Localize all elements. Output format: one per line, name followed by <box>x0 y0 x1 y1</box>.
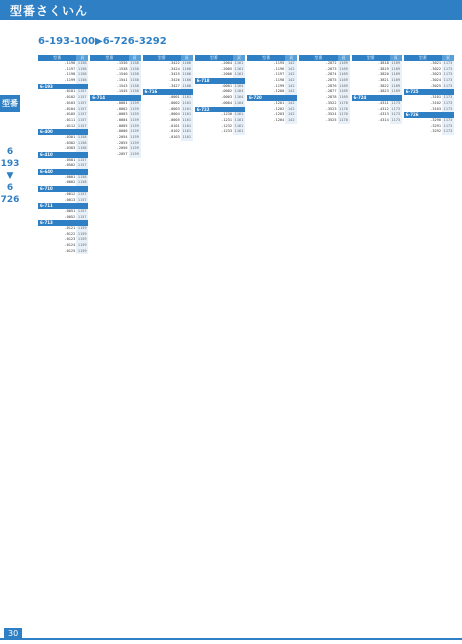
model-number: -0104 <box>64 106 76 111</box>
model-number: -3820 <box>377 72 389 77</box>
model-number: -0111 <box>64 117 76 122</box>
page-ref: 1157 <box>77 157 87 162</box>
model-number: -1232 <box>221 123 232 128</box>
page-ref: 1158 <box>130 66 139 71</box>
index-column <box>247 55 297 614</box>
model-number: -1198 <box>273 78 285 83</box>
model-number: -3102 <box>430 100 441 105</box>
model-number: -0001 <box>168 95 180 100</box>
model-number: -0124 <box>64 243 76 247</box>
index-column <box>143 55 193 614</box>
page-ref: 1159 <box>77 243 87 247</box>
model-number: -0502 <box>64 163 76 168</box>
model-number: -0302 <box>64 140 76 145</box>
page-ref: 1157 <box>77 89 87 94</box>
page-ref: 1169 <box>391 66 401 71</box>
column-header-model: 型番 <box>352 55 390 61</box>
page-ref: 1170 <box>339 117 348 122</box>
model-number: -1199 <box>64 78 76 83</box>
model-number: -1543 <box>116 83 128 88</box>
group-label: 6-726 <box>404 112 454 118</box>
page-ref: 1166 <box>182 83 192 88</box>
model-number: -4312 <box>377 106 389 111</box>
model-number: -0001 <box>116 100 128 105</box>
model-number: -0013 <box>64 197 76 202</box>
model-number: -2872 <box>325 61 337 65</box>
model-number: -3424 <box>168 66 180 71</box>
page-ref: 1157 <box>77 112 87 117</box>
model-number: -1545 <box>116 89 128 94</box>
group-label: 6-713 <box>38 220 88 226</box>
model-number: -0501 <box>64 157 76 162</box>
side-range-end: 726 <box>0 195 20 205</box>
group-label: 6-724 <box>352 95 402 101</box>
index-table <box>38 55 454 614</box>
column-header-page: 頁 <box>390 55 402 61</box>
page-ref: 1157 <box>77 163 87 168</box>
model-number: -3822 <box>377 83 389 88</box>
page-ref: 1161 <box>234 129 244 134</box>
page-ref: 1159 <box>130 152 139 156</box>
page-ref: 142 <box>285 89 297 95</box>
model-number: -0002 <box>221 89 232 94</box>
page-ref: 1158 <box>130 72 139 77</box>
page-ref: 1161 <box>182 117 192 122</box>
page-ref: 1164 <box>234 100 244 105</box>
model-number: -0103 <box>168 134 180 139</box>
model-number: -3819 <box>377 66 389 71</box>
model-number: -0012 <box>64 191 76 196</box>
model-number: -1196 <box>64 61 76 65</box>
model-number: -0051 <box>64 208 76 213</box>
column-header-model: 型番 <box>143 55 181 61</box>
model-number: -0003 <box>221 95 232 100</box>
page-ref: 1161 <box>234 72 244 77</box>
group-label: 6-410 <box>38 152 88 158</box>
page-ref: 1170 <box>339 100 348 105</box>
page-ref: 1161 <box>234 66 244 71</box>
page-ref: 1166 <box>182 66 192 71</box>
group-label: 6-640 <box>38 169 88 175</box>
page-ref: 1159 <box>77 225 87 230</box>
page-ref: 142 <box>285 72 297 78</box>
column-header-page: 頁 <box>285 55 297 61</box>
model-number: -1197 <box>273 72 285 77</box>
page-ref: 1161 <box>182 123 192 128</box>
page-ref: 1161 <box>182 129 192 134</box>
model-number: -2005 <box>221 66 232 71</box>
page-ref: 1158 <box>77 180 87 185</box>
page-ref: 1173 <box>443 100 453 105</box>
page-ref: 1161 <box>182 134 192 139</box>
model-number: -1204 <box>273 117 285 122</box>
model-number: -1199 <box>273 83 285 88</box>
page-ref: 1173 <box>443 61 453 65</box>
side-range-sep: 193 <box>0 159 20 169</box>
model-number: -1201 <box>273 100 285 105</box>
column-header-model: 型番 <box>90 55 128 61</box>
page-ref: 1164 <box>234 89 244 94</box>
model-number: -1198 <box>64 72 76 77</box>
page-ref: 1169 <box>391 61 401 65</box>
model-number: -0303 <box>64 146 76 151</box>
page-ref: 1173 <box>443 66 453 71</box>
page-ref: 1173 <box>391 100 401 105</box>
model-number: -3427 <box>168 83 180 88</box>
model-number: -3025 <box>430 83 441 88</box>
side-range-mid: 6 <box>6 183 14 193</box>
model-number: -3292 <box>430 129 441 134</box>
page-ref: 1161 <box>234 123 244 128</box>
page-ref: 142 <box>285 61 297 67</box>
page-ref: 1161 <box>182 106 192 111</box>
model-number: -3023 <box>430 72 441 77</box>
page-ref: 1157 <box>77 191 87 196</box>
model-number: -3818 <box>377 61 389 65</box>
page-ref: 1169 <box>391 89 401 94</box>
group-label: 6-716 <box>143 89 193 95</box>
model-number: -3103 <box>430 106 441 111</box>
side-range-start: 6 <box>6 147 14 157</box>
model-number: -1233 <box>221 129 232 134</box>
column-header-page: 頁 <box>76 55 88 61</box>
page-ref: 1159 <box>130 106 139 111</box>
model-number: -3021 <box>430 61 441 65</box>
page-ref: 1159 <box>77 231 87 236</box>
group-label: 6-720 <box>247 95 297 101</box>
column-header-model: 型番 <box>38 55 76 61</box>
range-subtitle: 6-193-100▶6-726-3292 <box>38 36 167 47</box>
model-number: -1540 <box>116 72 128 77</box>
page-ref: 1173 <box>443 106 453 111</box>
model-number: -3101 <box>430 95 441 100</box>
page-ref: 1159 <box>130 134 139 139</box>
model-number: -2876 <box>325 83 337 88</box>
page-ref: 1159 <box>77 248 87 253</box>
page-ref: 1173 <box>443 129 453 134</box>
page-ref: 1159 <box>130 129 139 134</box>
page-ref: 1164 <box>234 95 244 100</box>
model-number: -1230 <box>221 112 232 117</box>
page-ref: 1173 <box>443 123 453 128</box>
page-ref: 1161 <box>182 95 192 100</box>
group-label: 6-725 <box>404 89 454 95</box>
page-ref: 1157 <box>77 197 87 202</box>
page-ref: 1173 <box>391 117 401 122</box>
model-number: -3823 <box>377 89 389 94</box>
page-ref: 1159 <box>130 117 139 122</box>
model-number: -0003 <box>168 106 180 111</box>
page-ref: 1157 <box>77 117 87 122</box>
model-number: -1541 <box>116 78 128 83</box>
page-ref: 1169 <box>391 78 401 83</box>
page-ref: 1158 <box>130 89 139 94</box>
side-range-arrow: ▼ <box>6 171 14 181</box>
model-number: -3024 <box>430 78 441 83</box>
column-header-page: 頁 <box>129 55 141 61</box>
model-number: -0001 <box>64 174 76 179</box>
page-ref: 1158 <box>77 174 87 179</box>
page-ref: 1157 <box>77 100 87 105</box>
model-number: -0101 <box>64 89 76 94</box>
model-number: -2056 <box>116 146 128 151</box>
page-ref: 1157 <box>77 208 87 213</box>
page-ref: 1159 <box>130 146 139 151</box>
model-number: -0101 <box>168 123 180 128</box>
model-number: -3425 <box>168 72 180 77</box>
index-column <box>299 55 349 614</box>
index-column <box>352 55 402 614</box>
model-number: -0002 <box>64 180 76 185</box>
model-number: -4313 <box>377 112 389 117</box>
column-header-page: 頁 <box>338 55 350 61</box>
model-number: -0004 <box>116 117 128 122</box>
model-number: -0003 <box>116 112 128 117</box>
model-number: -2004 <box>221 61 232 65</box>
page-ref: 1169 <box>391 83 401 88</box>
column-header-model: 型番 <box>247 55 285 61</box>
model-number: -0004 <box>221 100 232 105</box>
page-ref: 1161 <box>234 112 244 117</box>
page-ref: 1157 <box>77 123 87 128</box>
model-number: -2054 <box>116 134 128 139</box>
page-ref: 1158 <box>77 72 87 77</box>
page-ref: 1173 <box>391 106 401 111</box>
column-header-page: 頁 <box>442 55 454 61</box>
model-number: -0004 <box>168 112 180 117</box>
group-label: 6-193 <box>38 84 88 90</box>
page-ref: 1159 <box>77 237 87 242</box>
page-ref: 1166 <box>182 78 192 83</box>
model-number: -0103 <box>64 100 76 105</box>
page-ref: 1158 <box>77 140 87 145</box>
model-number: -2875 <box>325 78 337 83</box>
model-number: -1231 <box>221 117 232 122</box>
index-column <box>90 55 140 614</box>
index-column <box>38 55 88 614</box>
model-number: -0052 <box>64 214 76 219</box>
column-header-model: 型番 <box>404 55 442 61</box>
model-number: -0005 <box>116 123 128 128</box>
model-number: -1197 <box>64 66 76 71</box>
model-number: -3523 <box>325 106 337 111</box>
index-column <box>195 55 245 614</box>
model-number: -2055 <box>116 140 128 145</box>
model-number: -3422 <box>168 61 180 65</box>
model-number: -0102 <box>168 129 180 134</box>
page-ref: 1164 <box>234 83 244 88</box>
page-ref: 1158 <box>77 134 87 139</box>
model-number: -2877 <box>325 89 337 94</box>
page-ref: 1159 <box>130 112 139 117</box>
page-ref: 1173 <box>443 95 453 100</box>
page-ref: 1169 <box>339 66 348 71</box>
page-ref: 142 <box>285 78 297 84</box>
model-number: -0005 <box>168 117 180 122</box>
page-ref: 1158 <box>130 78 139 83</box>
page-ref: 1158 <box>130 83 139 88</box>
model-number: -3522 <box>325 100 337 105</box>
model-number: -0121 <box>64 225 76 230</box>
page-ref: 142 <box>285 112 297 118</box>
group-label: 6-714 <box>90 95 140 101</box>
header-bar <box>0 0 462 20</box>
page-title: 型番さくいん <box>10 4 89 18</box>
model-number: -1195 <box>273 61 285 65</box>
page-ref: 1173 <box>443 72 453 77</box>
page-ref: 1157 <box>77 95 87 100</box>
page-ref: 1166 <box>182 72 192 77</box>
page-ref: 1169 <box>339 89 348 94</box>
model-number: -1538 <box>116 66 128 71</box>
model-number: -2874 <box>325 72 337 77</box>
model-number: -1202 <box>273 106 285 111</box>
model-number: -3290 <box>430 117 441 122</box>
model-number: -0125 <box>64 248 76 253</box>
model-number: -2878 <box>325 95 337 100</box>
page-ref: 142 <box>285 101 297 107</box>
model-number: -0112 <box>64 123 76 128</box>
page-ref: 1169 <box>339 95 348 100</box>
page-ref: 1173 <box>443 83 453 88</box>
page-ref: 1159 <box>130 140 139 145</box>
model-number: -1200 <box>273 89 285 94</box>
page-ref: 1158 <box>130 61 139 65</box>
model-number: -2057 <box>116 152 128 156</box>
page-ref: 1170 <box>339 112 348 117</box>
page-ref: 1158 <box>77 78 87 83</box>
model-number: -0102 <box>64 95 76 100</box>
model-number: -3022 <box>430 66 441 71</box>
page-ref: 1158 <box>77 66 87 71</box>
model-number: -3524 <box>325 112 337 117</box>
page-ref: 1161 <box>182 100 192 105</box>
page-ref: 1166 <box>182 61 192 65</box>
model-number: -1196 <box>273 66 285 71</box>
page-ref: 1169 <box>339 61 348 65</box>
page-ref: 1157 <box>77 214 87 219</box>
page-ref: 1161 <box>234 117 244 122</box>
model-number: -0105 <box>64 112 76 117</box>
page-ref: 1161 <box>182 112 192 117</box>
model-number: -2873 <box>325 66 337 71</box>
column-header-model: 型番 <box>299 55 337 61</box>
page-ref: 142 <box>285 107 297 113</box>
page-ref: 1169 <box>339 83 348 88</box>
page-ref: 1158 <box>77 146 87 151</box>
model-number: -0002 <box>168 100 180 105</box>
model-number: -0001 <box>221 83 232 88</box>
model-number: -1536 <box>116 61 128 65</box>
page-ref: 1159 <box>130 100 139 105</box>
model-number: -3525 <box>325 117 337 122</box>
page-ref: 1159 <box>130 123 139 128</box>
model-number: -0123 <box>64 237 76 242</box>
model-number: -3291 <box>430 123 441 128</box>
column-header-page: 頁 <box>181 55 193 61</box>
model-number: -3821 <box>377 78 389 83</box>
model-number: -4311 <box>377 100 389 105</box>
group-label: 6-710 <box>38 186 88 192</box>
page-ref: 1173 <box>391 112 401 117</box>
footer-rule <box>0 638 462 640</box>
group-label: 6-711 <box>38 203 88 209</box>
column-header-model: 型番 <box>195 55 233 61</box>
model-number: -4314 <box>377 117 389 122</box>
column-header-page: 頁 <box>233 55 245 61</box>
model-number: -2006 <box>221 72 232 77</box>
page-ref: 1158 <box>77 61 87 65</box>
page-number: 30 <box>4 628 22 639</box>
page-ref: 1170 <box>339 106 348 111</box>
page-ref: 1157 <box>77 106 87 111</box>
page-ref: 1169 <box>339 78 348 83</box>
group-label: 6-718 <box>195 78 245 84</box>
page-ref: 142 <box>285 84 297 90</box>
model-number: -3426 <box>168 78 180 83</box>
page-ref: 1173 <box>443 78 453 83</box>
page-ref: 1173 <box>443 117 453 122</box>
page-ref: 1169 <box>339 72 348 77</box>
model-number: -0002 <box>116 106 128 111</box>
model-number: -1203 <box>273 112 285 117</box>
page-ref: 1161 <box>234 61 244 65</box>
model-number: -0301 <box>64 134 76 139</box>
index-column <box>404 55 454 614</box>
side-index-label: 型番 <box>0 95 20 112</box>
page-ref: 1169 <box>391 72 401 77</box>
model-number: -0122 <box>64 231 76 236</box>
page-ref: 142 <box>285 118 297 124</box>
page-ref: 142 <box>285 67 297 73</box>
group-label: 6-400 <box>38 129 88 135</box>
group-label: 6-722 <box>195 107 245 113</box>
model-number: -0006 <box>116 129 128 134</box>
